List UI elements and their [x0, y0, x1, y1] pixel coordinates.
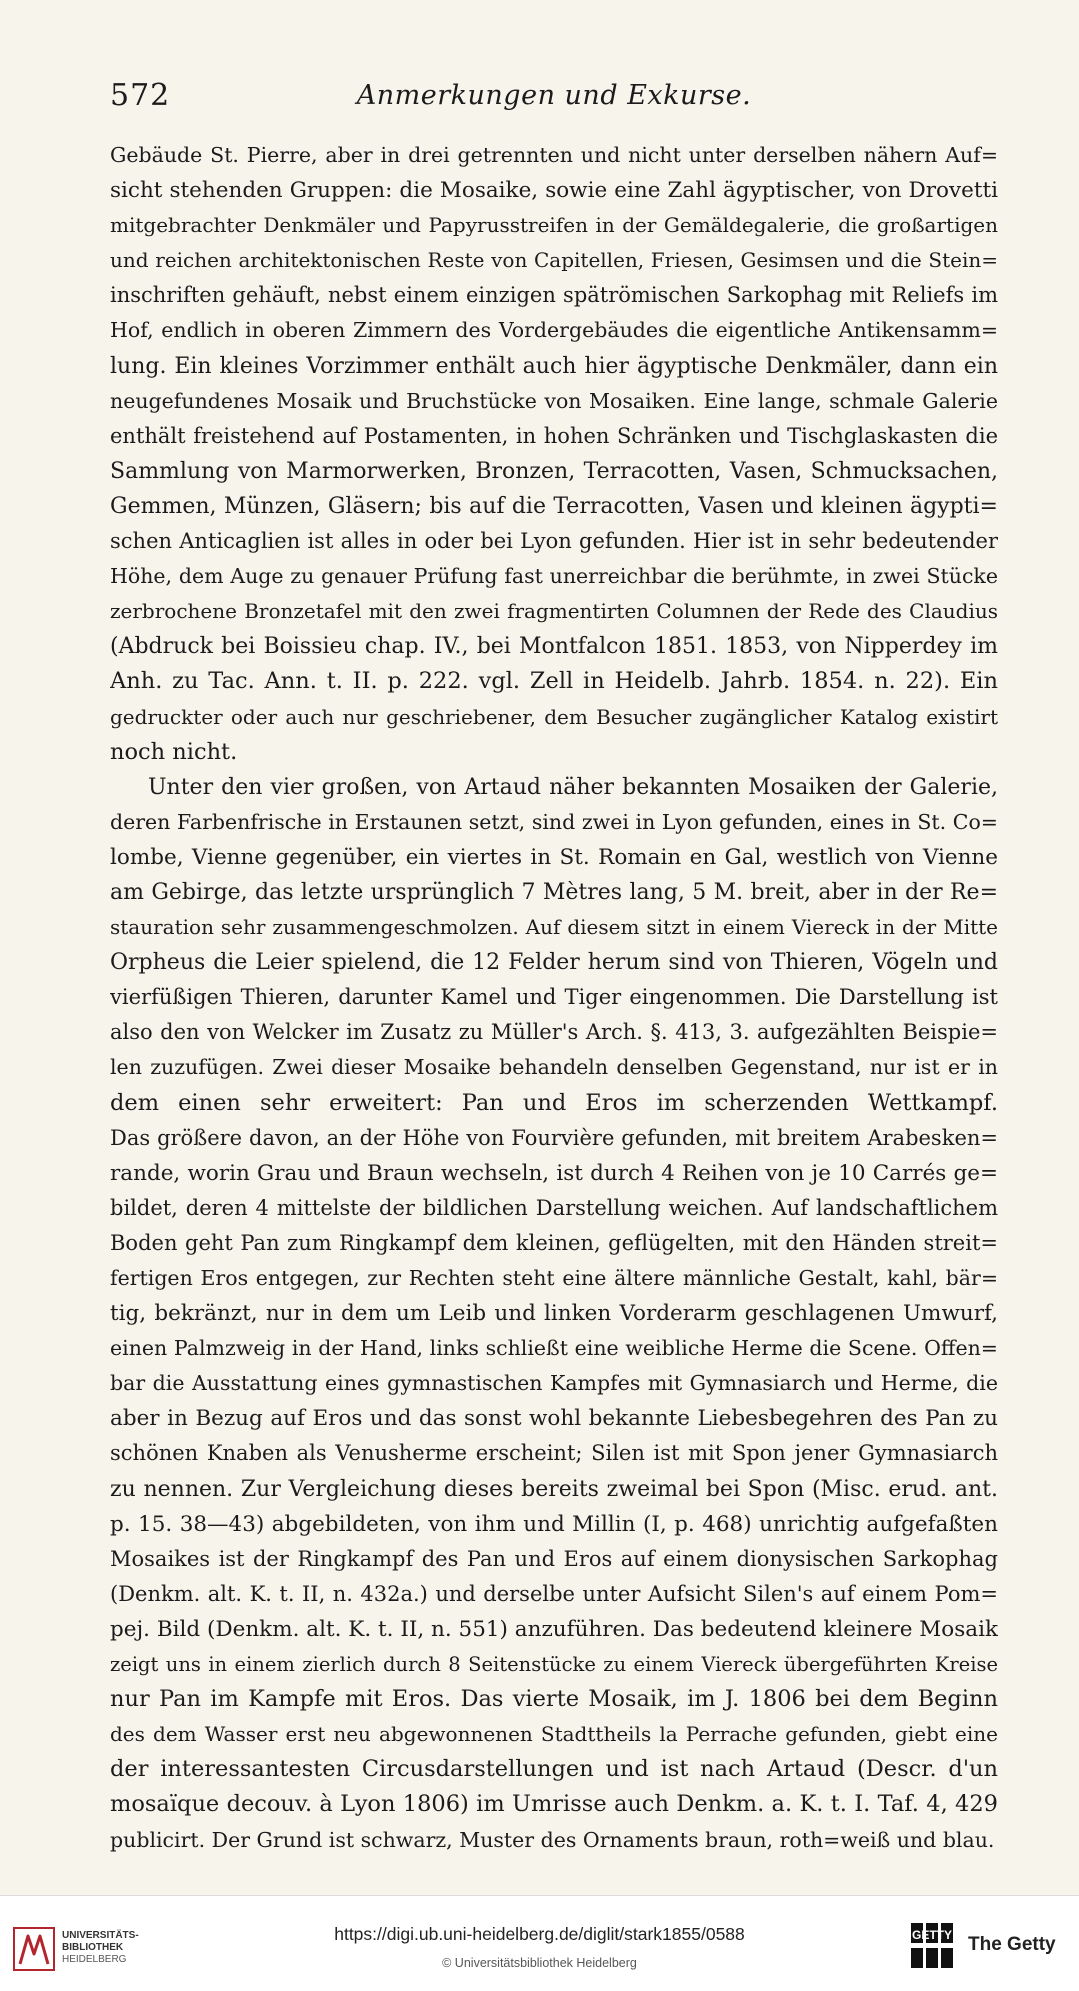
- page-number: 572: [110, 78, 171, 113]
- university-name-line-2: BIBLIOTHEK: [62, 1942, 124, 1953]
- text-line: inschriften gehäuft, nebst einem einzigen spätrömischen Sarkophag mit Reliefs im: [110, 283, 998, 308]
- text-line: der interessantesten Circusdarstellungen und ist nach Artaud (Descr. d'un: [110, 1756, 998, 1783]
- text-line: p. 15. 38—43) abgebildeten, von ihm und Millin (I, p. 468) unrichtig aufgefaßten: [110, 1511, 998, 1537]
- text-line: len zuzufügen. Zwei dieser Mosaike behandeln denselben Gegenstand, nur ist er in: [110, 1055, 998, 1080]
- body-text: [110, 138, 998, 1858]
- text-line: bar die Ausstattung eines gymnastischen Kampfes mit Gymnasiarch und Herme, die: [110, 1371, 998, 1396]
- text-line: Unter den vier großen, von Artaud näher bekannten Mosaiken der Galerie,: [148, 774, 998, 800]
- getty-name: The Getty: [968, 1934, 1056, 1955]
- text-line: mosaïque decouv. à Lyon 1806) im Umrisse auch Denkm. a. K. t. I. Taf. 4, 429: [110, 1791, 998, 1818]
- text-line: neugefundenes Mosaik und Bruchstücke von Mosaiken. Eine lange, schmale Galerie: [110, 388, 998, 413]
- text-line: schönen Knaben als Venusherme erscheint; Silen ist mit Spon jener Gymnasiarch: [110, 1441, 998, 1466]
- paragraph: [110, 770, 998, 1858]
- text-line: zerbrochene Bronzetafel mit den zwei fragmentirten Columnen der Rede des Claudius: [110, 599, 998, 624]
- text-line: lung. Ein kleines Vorzimmer enthält auch hier ägyptische Denkmäler, dann ein: [110, 353, 998, 379]
- text-line: sicht stehenden Gruppen: die Mosaike, sowie eine Zahl ägyptischer, von Drovetti: [110, 178, 998, 204]
- text-line: fertigen Eros entgegen, zur Rechten steht eine ältere männliche Gestalt, kahl, bär=: [110, 1266, 998, 1290]
- text-line: (Denkm. alt. K. t. II, n. 432a.) und derselbe unter Aufsicht Silen's auf einem Pom=: [110, 1581, 998, 1606]
- text-line: tig, bekränzt, nur in dem um Leib und linken Vorderarm geschlagenen Umwurf,: [110, 1301, 998, 1327]
- getty-mark-icon: [908, 1920, 956, 1972]
- text-line: vierfüßigen Thieren, darunter Kamel und Tiger eingenommen. Die Darstellung ist: [110, 985, 998, 1010]
- getty-logo[interactable]: [908, 1920, 1073, 1976]
- text-line: publicirt. Der Grund ist schwarz, Muster des Ornaments braun, roth=weiß und blau.: [110, 1827, 995, 1852]
- text-line: Höhe, dem Auge zu genauer Prüfung fast unerreichbar die berühmte, in zwei Stücke: [110, 564, 998, 589]
- text-line: gedruckter oder auch nur geschriebener, dem Besucher zugänglicher Katalog existirt: [110, 704, 998, 729]
- text-line: schen Anticaglien ist alles in oder bei Lyon gefunden. Hier ist in sehr bedeutender: [110, 529, 998, 554]
- text-line: (Abdruck bei Boissieu chap. IV., bei Montfalcon 1851. 1853, von Nipperdey im: [110, 634, 998, 660]
- document-url-link[interactable]: https://digi.ub.uni-heidelberg.de/diglit/stark1855/0588: [334, 1924, 745, 1944]
- viewer-footer: [0, 1895, 1079, 1991]
- text-line: Hof, endlich in oberen Zimmern des Vordergebäudes die eigentliche Antikensamm=: [110, 318, 998, 343]
- text-line: Sammlung von Marmorwerken, Bronzen, Terracotten, Vasen, Schmucksachen,: [110, 458, 998, 484]
- copyright-notice: © Universitätsbibliothek Heidelberg: [442, 1956, 637, 1970]
- text-line: am Gebirge, das letzte ursprünglich 7 Mètres lang, 5 M. breit, aber in der Re=: [110, 879, 998, 905]
- running-title: Anmerkungen und Exkurse.: [356, 80, 752, 111]
- text-line: Mosaikes ist der Ringkampf des Pan und Eros auf einem dionysischen Sarkophag: [110, 1546, 998, 1571]
- text-line: dem einen sehr erweitert: Pan und Eros im scherzenden Wettkampf.: [110, 1089, 998, 1116]
- text-line: Gemmen, Münzen, Gläsern; bis auf die Terracotten, Vasen und kleinen ägypti=: [110, 493, 998, 519]
- text-line: deren Farbenfrische in Erstaunen setzt, sind zwei in Lyon gefunden, eines in St. Co=: [110, 809, 998, 834]
- text-line: des dem Wasser erst neu abgewonnenen Stadttheils la Perrache gefunden, giebt eine: [110, 1722, 998, 1747]
- text-line: stauration sehr zusammengeschmolzen. Auf diesem sitzt in einem Viereck in der Mitte: [110, 915, 998, 940]
- getty-mark-text: GETTY: [911, 1928, 953, 1942]
- text-line: aber in Bezug auf Eros und das sonst wohl bekannte Liebesbegehren des Pan zu: [110, 1406, 998, 1432]
- text-line: einen Palmzweig in der Hand, links schließt eine weibliche Herme die Scene. Offen=: [110, 1336, 998, 1361]
- text-line: enthält freistehend auf Postamenten, in hohen Schränken und Tischglaskasten die: [110, 423, 998, 448]
- paragraph: [110, 138, 998, 770]
- text-line: rande, worin Grau und Braun wechseln, ist durch 4 Reihen von je 10 Carrés ge=: [110, 1160, 998, 1186]
- text-line: und reichen architektonischen Reste von Capitellen, Friesen, Gesimsen und die Stein=: [110, 248, 998, 273]
- text-line: zu nennen. Zur Vergleichung dieses bereits zweimal bei Spon (Misc. erud. ant.: [110, 1476, 998, 1502]
- university-name-line-1: UNIVERSITÄTS-: [62, 1930, 139, 1941]
- text-line: pej. Bild (Denkm. alt. K. t. II, n. 551) anzuführen. Das bedeutend kleinere Mosaik: [110, 1616, 998, 1642]
- text-line: also den von Welcker im Zusatz zu Müller's Arch. §. 413, 3. aufgezählten Beispie=: [110, 1020, 998, 1045]
- university-name-line-3: HEIDELBERG: [62, 1954, 127, 1965]
- text-line: nur Pan im Kampfe mit Eros. Das vierte Mosaik, im J. 1806 bei dem Beginn: [110, 1686, 998, 1713]
- text-line: mitgebrachter Denkmäler und Papyrusstreifen in der Gemäldegalerie, die großartigen: [110, 213, 998, 238]
- text-line: Orpheus die Leier spielend, die 12 Felder herum sind von Thieren, Vögeln und: [110, 950, 998, 976]
- text-line: lombe, Vienne gegenüber, ein viertes in St. Romain en Gal, westlich von Vienne: [110, 844, 998, 870]
- text-line: Anh. zu Tac. Ann. t. II. p. 222. vgl. Zell in Heidelb. Jahrb. 1854. n. 22). Ein: [110, 668, 998, 695]
- text-line: noch nicht.: [110, 738, 238, 765]
- text-line: Gebäude St. Pierre, aber in drei getrennten und nicht unter derselben nähern Auf=: [110, 143, 998, 167]
- text-line: zeigt uns in einem zierlich durch 8 Seitenstücke zu einem Viereck übergeführten Kreise: [110, 1653, 998, 1677]
- text-line: bildet, deren 4 mittelste der bildlichen Darstellung weichen. Auf landschaftlichem: [110, 1195, 998, 1220]
- text-line: Boden geht Pan zum Ringkampf dem kleinen, geflügelten, mit den Händen streit=: [110, 1230, 998, 1255]
- page-header: [110, 78, 998, 118]
- text-line: Das größere davon, an der Höhe von Fourvière gefunden, mit breitem Arabesken=: [110, 1125, 998, 1150]
